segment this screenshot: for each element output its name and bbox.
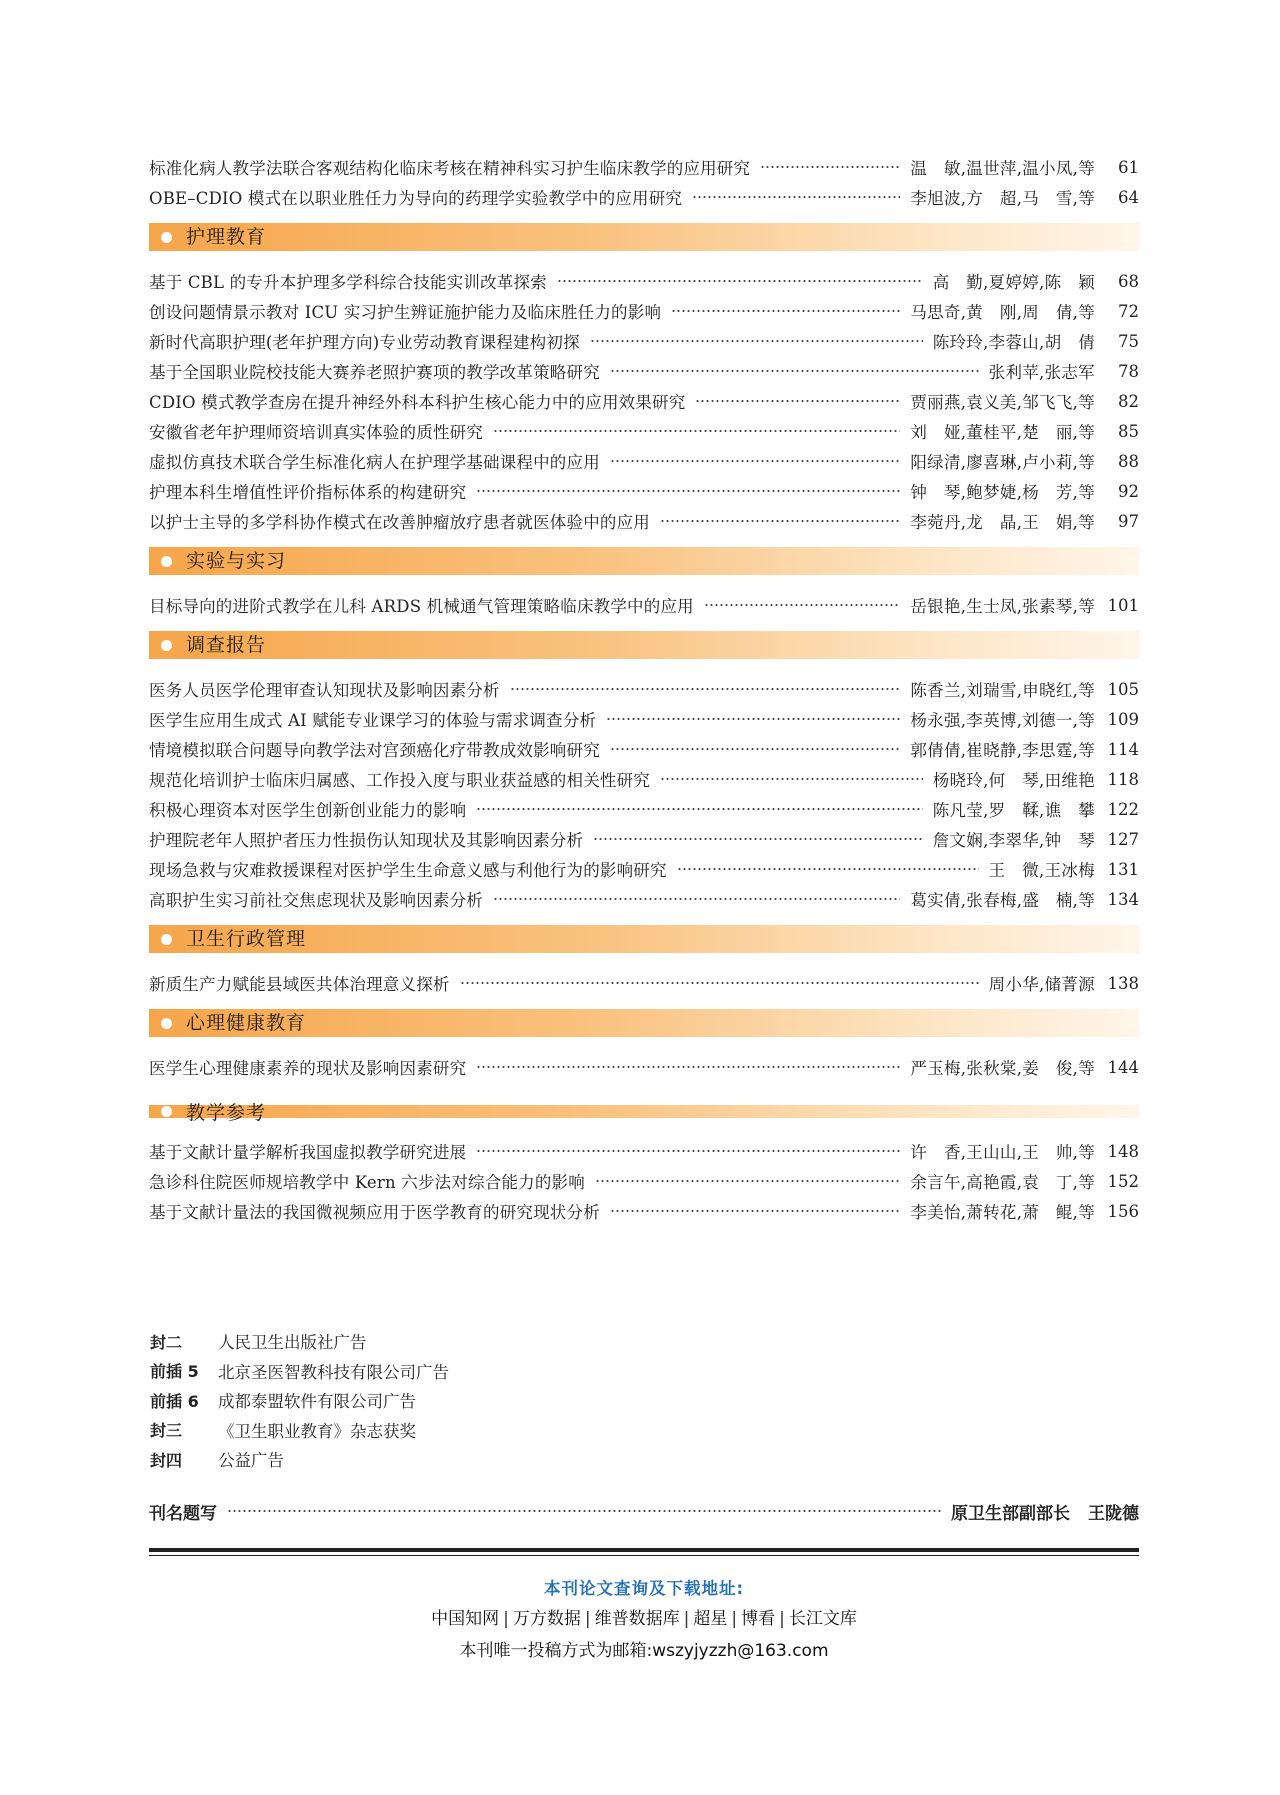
dot-leader: [493, 897, 900, 901]
article-title: 急诊科住院医师规培教学中 Kern 六步法对综合能力的影响: [149, 1173, 585, 1192]
dot-leader: [660, 777, 923, 781]
article-authors: 阳绿清,廖喜琳,卢小莉,等: [910, 453, 1095, 472]
section-title: 实验与实习: [186, 550, 287, 572]
article-title: 情境模拟联合问题导向教学法对宫颈癌化疗带教成效影响研究: [149, 741, 600, 760]
page-number: 109: [1107, 709, 1139, 729]
article-title: 新时代高职护理(老年护理方向)专业劳动教育课程建构初探: [149, 333, 580, 352]
article-authors: 余言午,高艳霞,袁 丁,等: [910, 1173, 1095, 1192]
dot-leader: [610, 747, 900, 751]
article-authors: 李菀丹,龙 晶,王 娟,等: [910, 513, 1095, 532]
page-number: 122: [1107, 799, 1139, 819]
article-title: 规范化培训护士临床归属感、工作投入度与职业获益感的相关性研究: [149, 771, 650, 790]
ad-description: 《卫生职业教育》杂志获奖: [218, 1421, 416, 1441]
bullet-dot-icon: [161, 556, 172, 567]
database-list: [149, 1604, 1139, 1629]
article-authors: 陈玲玲,李蓉山,胡 倩: [932, 333, 1095, 352]
toc-entry[interactable]: [149, 447, 1139, 475]
database-name: 万方数据: [512, 1609, 581, 1629]
bullet-dot-icon: [161, 640, 172, 651]
credit-role: 原卫生部副部长: [951, 1503, 1070, 1524]
submission-email: 本刊唯一投稿方式为邮箱:wszyjyzzh@163.com: [459, 1641, 829, 1661]
article-title: 基于 CBL 的专升本护理多学科综合技能实训改革探索: [149, 273, 547, 292]
page-number: 82: [1118, 391, 1139, 411]
toc-entry[interactable]: [149, 153, 1139, 181]
article-authors: 杨晓玲,何 琴,田维艳: [932, 771, 1095, 790]
bullet-dot-icon: [161, 934, 172, 945]
article-title: 标准化病人教学法联合客观结构化临床考核在精神科实习护生临床教学的应用研究: [149, 159, 751, 178]
page-number: 114: [1107, 739, 1139, 759]
toc-entry[interactable]: [149, 1197, 1139, 1225]
section-header: [149, 223, 1139, 251]
page-number: 88: [1118, 451, 1139, 471]
ad-position: 前插 6: [150, 1391, 199, 1411]
ad-position: 封三: [150, 1421, 183, 1440]
toc-entry[interactable]: [149, 183, 1139, 211]
bullet-dot-icon: [161, 232, 172, 243]
ad-item: [150, 1358, 449, 1384]
page-number: 152: [1107, 1171, 1139, 1191]
ad-description: 公益广告: [218, 1451, 284, 1470]
page-number: 75: [1118, 331, 1139, 351]
dot-leader: [460, 981, 979, 985]
ad-position: 封二: [150, 1332, 183, 1352]
database-name: 维普数据库: [594, 1609, 680, 1629]
dot-leader: [660, 519, 900, 523]
toc-entry[interactable]: [149, 327, 1139, 355]
dot-leader: [695, 399, 900, 403]
section-title: 教学参考: [186, 1102, 267, 1124]
ad-item: [150, 1446, 284, 1472]
article-title: 基于全国职业院校技能大赛养老照护赛项的教学改革策略研究: [149, 363, 600, 382]
separator: |: [503, 1609, 509, 1629]
article-authors: 温 敏,温世萍,温小凤,等: [910, 159, 1095, 178]
page-number: 78: [1118, 361, 1139, 381]
dot-leader: [476, 1149, 900, 1153]
separator: |: [683, 1609, 690, 1629]
article-authors: 岳银艳,生士凤,张素琴,等: [910, 597, 1095, 616]
footer-divider-thick: [149, 1548, 1139, 1552]
database-name: 超星: [693, 1609, 728, 1629]
dot-leader: [510, 687, 901, 691]
dot-leader: [476, 489, 900, 493]
ad-item: [150, 1328, 367, 1354]
database-name: 长江文库: [788, 1609, 857, 1629]
bullet-dot-icon: [161, 1018, 172, 1029]
article-title: 护理本科生增值性评价指标体系的构建研究: [149, 483, 467, 502]
dot-leader: [557, 279, 923, 283]
article-title: 虚拟仿真技术联合学生标准化病人在护理学基础课程中的应用: [149, 453, 600, 472]
article-title: 医学生心理健康素养的现状及影响因素研究: [149, 1059, 467, 1078]
page-number: 97: [1118, 511, 1139, 531]
ad-item: [150, 1387, 416, 1413]
page-number: 68: [1118, 271, 1139, 291]
article-authors: 陈香兰,刘瑞雪,申晓红,等: [910, 681, 1095, 700]
article-authors: 杨永强,李英博,刘德一,等: [910, 711, 1095, 730]
page-number: 92: [1118, 481, 1139, 501]
footer-divider-thin: [149, 1555, 1139, 1556]
toc-entry[interactable]: [149, 357, 1139, 385]
dot-leader: [671, 309, 900, 313]
dot-leader: [590, 339, 923, 343]
toc-entry[interactable]: [149, 267, 1139, 295]
article-authors: 钟 琴,鲍梦婕,杨 芳,等: [910, 483, 1095, 502]
article-authors: 李旭波,方 超,马 雪,等: [910, 189, 1095, 208]
dot-leader: [610, 369, 979, 373]
section-header: [149, 1009, 1139, 1037]
toc-entry[interactable]: [149, 675, 1139, 703]
page-number: 144: [1107, 1057, 1139, 1077]
download-heading: 本刊论文查询及下载地址:: [543, 1579, 745, 1598]
section-header: [149, 1102, 1139, 1124]
dot-leader: [595, 1179, 900, 1183]
article-authors: 周小华,储菁源: [988, 975, 1095, 994]
toc-entry[interactable]: [149, 969, 1139, 997]
page-number: 72: [1118, 301, 1139, 321]
article-authors: 李美怡,萧转花,萧 鲲,等: [910, 1203, 1095, 1222]
section-header: [149, 631, 1139, 659]
article-title: 基于文献计量学解析我国虚拟教学研究进展: [149, 1143, 467, 1162]
article-title: 基于文献计量法的我国微视频应用于医学教育的研究现状分析: [149, 1203, 600, 1222]
article-title: 积极心理资本对医学生创新创业能力的影响: [149, 801, 467, 820]
ad-description: 北京圣医智教科技有限公司广告: [218, 1362, 449, 1382]
dot-leader: [610, 1209, 900, 1213]
article-title: 现场急救与灾难救援课程对医护学生生命意义感与利他行为的影响研究: [149, 861, 667, 880]
section-title: 心理健康教育: [186, 1012, 307, 1034]
article-title: 安徽省老年护理师资培训真实体验的质性研究: [149, 423, 483, 442]
dot-leader: [493, 429, 900, 433]
page-number: 101: [1107, 595, 1139, 615]
article-authors: 詹文娴,李翠华,钟 琴: [932, 831, 1095, 850]
dot-leader: [606, 717, 900, 721]
toc-entry[interactable]: [149, 855, 1139, 883]
article-authors: 许 香,王山山,王 帅,等: [910, 1143, 1095, 1162]
toc-entry[interactable]: [149, 1053, 1139, 1081]
ad-description: 成都泰盟软件有限公司广告: [218, 1392, 416, 1411]
toc-entry[interactable]: [149, 825, 1139, 853]
toc-entry[interactable]: [149, 885, 1139, 913]
toc-entry[interactable]: [149, 417, 1139, 445]
article-title: CDIO 模式教学查房在提升神经外科本科护生核心能力中的应用效果研究: [149, 393, 686, 412]
toc-entry[interactable]: [149, 795, 1139, 823]
toc-entry[interactable]: [149, 1137, 1139, 1165]
article-title: OBE–CDIO 模式在以职业胜任力为导向的药理学实验教学中的应用研究: [149, 189, 683, 208]
article-authors: 葛实倩,张春梅,盛 楠,等: [910, 891, 1095, 910]
dot-leader: [677, 867, 979, 871]
article-authors: 马思奇,黄 刚,周 倩,等: [910, 303, 1095, 322]
toc-entry[interactable]: [149, 477, 1139, 505]
toc-entry[interactable]: [149, 1167, 1139, 1195]
page-number: 131: [1107, 859, 1139, 879]
toc-entry[interactable]: [149, 297, 1139, 325]
dot-leader: [476, 807, 922, 811]
ad-position: 封四: [150, 1450, 183, 1470]
article-title: 新质生产力赋能县域医共体治理意义探析: [149, 975, 450, 994]
article-authors: 刘 娅,董桂平,楚 丽,等: [910, 423, 1095, 442]
section-header: [149, 925, 1139, 953]
toc-entry[interactable]: [149, 735, 1139, 763]
credit-label: 刊名题写: [149, 1503, 217, 1524]
article-title: 护理院老年人照护者压力性损伤认知现状及其影响因素分析: [149, 831, 584, 850]
bullet-dot-icon: [161, 1106, 172, 1117]
section-title: 调查报告: [186, 634, 267, 656]
page-number: 105: [1107, 679, 1139, 699]
article-authors: 郭倩倩,崔晓静,李思霆,等: [910, 741, 1095, 760]
page-number: 85: [1118, 421, 1139, 441]
dot-leader: [476, 1065, 900, 1069]
article-authors: 陈凡莹,罗 鞣,谯 攀: [932, 801, 1095, 820]
section-header: [149, 547, 1139, 575]
ad-description: 人民卫生出版社广告: [218, 1333, 367, 1352]
page-number: 64: [1118, 187, 1139, 207]
article-authors: 严玉梅,张秋棠,姜 俊,等: [910, 1059, 1095, 1078]
page-number: 134: [1107, 889, 1139, 909]
article-title: 高职护生实习前社交焦虑现状及影响因素分析: [149, 891, 483, 910]
article-title: 医学生应用生成式 AI 赋能专业课学习的体验与需求调查分析: [149, 711, 597, 730]
dot-leader: [227, 1509, 941, 1513]
article-authors: 高 勤,夏婷婷,陈 颖: [932, 273, 1095, 292]
article-authors: 王 微,王冰梅: [988, 861, 1095, 880]
database-name: 博看: [741, 1609, 776, 1629]
section-title: 卫生行政管理: [186, 928, 307, 950]
toc-entry[interactable]: [149, 591, 1139, 619]
dot-leader: [760, 165, 900, 169]
article-authors: 贾丽燕,袁义美,邹飞飞,等: [910, 393, 1095, 412]
page-number: 61: [1118, 157, 1139, 177]
toc-entry[interactable]: [149, 387, 1139, 415]
toc-entry[interactable]: [149, 765, 1139, 793]
page-number: 118: [1107, 769, 1139, 789]
page-number: 138: [1107, 973, 1139, 993]
dot-leader: [692, 195, 900, 199]
separator: |: [584, 1609, 591, 1629]
separator: |: [779, 1609, 785, 1629]
article-title: 以护士主导的多学科协作模式在改善肿瘤放疗患者就医体验中的应用: [149, 513, 650, 532]
dot-leader: [704, 603, 900, 607]
ad-item: [150, 1417, 416, 1443]
toc-entry[interactable]: [149, 507, 1139, 535]
page-number: 127: [1107, 829, 1139, 849]
section-title: 护理教育: [186, 226, 267, 248]
credit-person: 王陇德: [1088, 1503, 1139, 1524]
masthead-credit: [149, 1497, 1139, 1525]
separator: |: [731, 1609, 738, 1629]
page-number: 148: [1107, 1141, 1139, 1161]
article-title: 医务人员医学伦理审查认知现状及影响因素分析: [149, 681, 500, 700]
article-title: 目标导向的进阶式教学在儿科 ARDS 机械通气管理策略临床教学中的应用: [149, 597, 694, 616]
dot-leader: [610, 459, 900, 463]
page-number: 156: [1107, 1201, 1139, 1221]
article-authors: 张利苹,张志军: [988, 363, 1095, 382]
dot-leader: [593, 837, 923, 841]
article-title: 创设问题情景示教对 ICU 实习护生辨证施护能力及临床胜任力的影响: [149, 303, 662, 322]
database-name: 中国知网: [431, 1609, 500, 1629]
ad-position: 前插 5: [150, 1362, 199, 1381]
toc-entry[interactable]: [149, 705, 1139, 733]
